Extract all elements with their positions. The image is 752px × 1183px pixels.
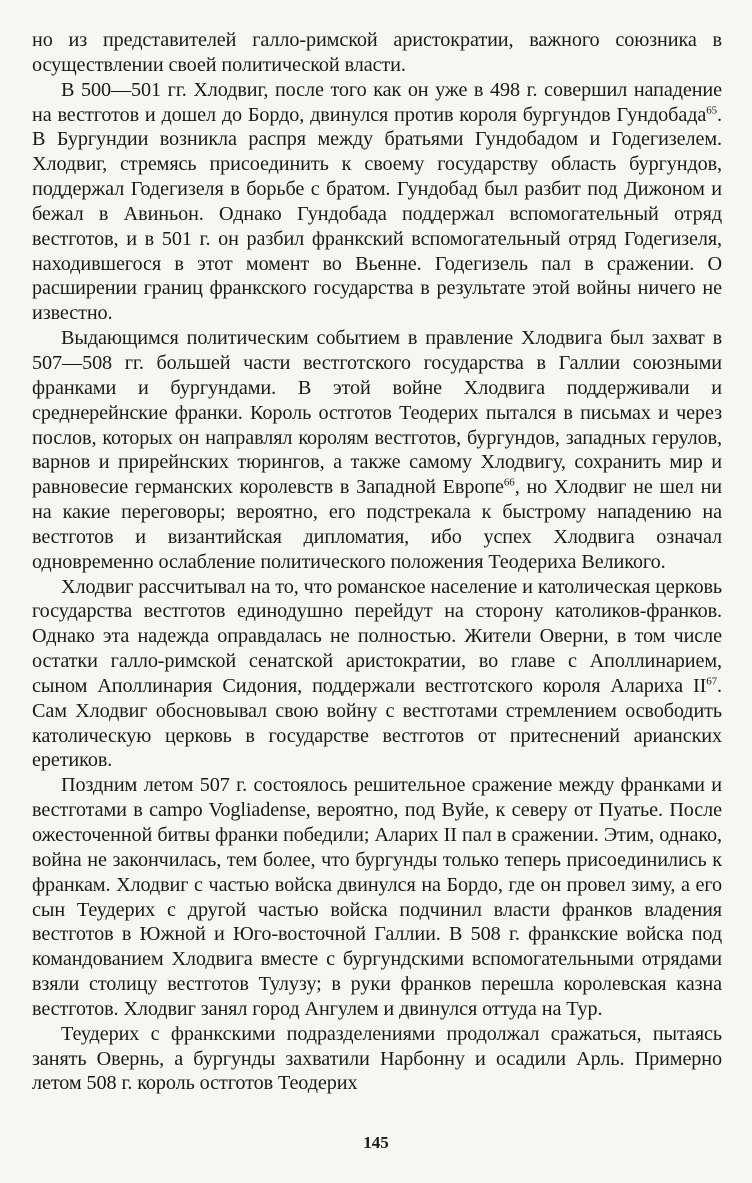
paragraph-text: но из представителей галло-римской аристократии, важного союзника в осуществлении своей политической власти. <box>32 29 722 76</box>
paragraph-text: . В Бургундии возникла распря между братьями Гундобадом и Годегизелем. Хлодвиг, стремясь присоединить к своему государству область бургундов, поддержал Годегизеля в борьбе с братом. Гундобад был разбит под Дижоном и бежал в Авиньон. Однако Гундобада поддержал вспомогательный отряд вестготов, и в 501 г. он разбил франкский вспомогательный отряд Годегизеля, находившегося в этот момент во Вьенне. Годегизель пал в сражении. О расширении границ франкского государства в результате этой войны ничего не известно. <box>32 103 722 325</box>
paragraph-text: Теудерих с франкскими подразделениями продолжал сражаться, пытаясь занять Овернь, а бургунды захватили Нарбонну и осадили Арль. Примерно летом 508 г. король остготов Теодерих <box>32 1022 722 1095</box>
paragraph-text: Хлодвиг рассчитывал на то, что романское население и католическая церковь государства вестготов единодушно перейдут на сторону католиков-франков. Однако эта надежда оправдалась не полностью. Жители Оверни, в том числе остатки галло-римской сенатской аристократии, во главе с Аполлинарием, сыном Аполлинария Сидония, поддержали вестготского короля Алариха II <box>32 575 722 697</box>
footnote-ref-67: 67 <box>706 675 718 688</box>
footnote-ref-65: 65 <box>706 103 718 116</box>
paragraph-text: Поздним летом 507 г. состоялось решительное сражение между франками и вестготами в campo Vogliadense, вероятно, под Вуйе, к северу от Пуатье. После ожесточенной битвы франки победили; Аларих II пал в сражении. Этим, однако, война не закончилась, тем более, что бургунды только теперь присоединились к франкам. Хлодвиг с частью войска двинулся на Бордо, где он провел зиму, а его сын Теудерих с другой частью войска подчинил власти франков владения вестготов в Южной и Юго-восточной Галлии. В 508 г. франкские войска под командованием Хлодвига вместе с бургундскими вспомогательными отрядами взяли столицу вестготов Тулузу; в руки франков перешла королевская казна вестготов. Хлодвиг занял город Ангулем и двинулся оттуда на Тур. <box>32 774 722 1020</box>
paragraph-1 <box>32 28 722 78</box>
paragraph-text: В 500—501 гг. Хлодвиг, после того как он уже в 498 г. совершил нападение на вестготов и дошел до Бордо, двинулся против короля бургундов Гундобада <box>32 78 722 126</box>
footnote-ref-66: 66 <box>503 476 515 489</box>
paragraph-4 <box>32 575 722 774</box>
paragraph-text: . Сам Хлодвиг обосновывал свою войну с вестготами стремлением освободить католическую церковь в государстве вестготов от притеснений арианских еретиков. <box>32 674 722 772</box>
paragraph-3 <box>32 326 722 574</box>
paragraph-2 <box>32 78 722 326</box>
paragraph-5 <box>32 773 722 1021</box>
page-number: 145 <box>363 1133 389 1152</box>
body-text <box>32 28 722 1096</box>
paragraph-6 <box>32 1022 722 1097</box>
paragraph-text: , но Хлодвиг не шел ни на какие переговоры; вероятно, его подстрекала к быстрому нападению на вестготов и византийская дипломатия, ибо успех Хлодвига означал одновременно ослабление политического положения Теодериха Великого. <box>32 476 722 573</box>
paragraph-text: Выдающимся политическим событием в правление Хлодвига был захват в 507—508 гг. большей части вестготского государства в Галлии союзными франками и бургундами. В этой войне Хлодвига поддерживали и среднерейнские франки. Король остготов Теодерих пытался в письмах и через послов, которых он направлял королям вестготов, бургундов, западных герулов, варнов и прирейнских тюрингов, а также самому Хлодвигу, сохранить мир и равновесие германских королевств в Западной Европе <box>32 327 722 499</box>
